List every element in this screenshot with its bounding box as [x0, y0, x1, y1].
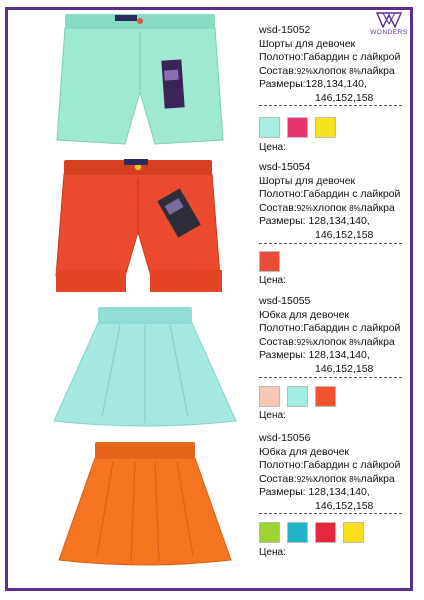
product-code: wsd-15055 [259, 295, 311, 307]
brand-name: WONDERS [370, 29, 408, 36]
product-info-3 [259, 295, 400, 376]
color-swatch[interactable] [259, 117, 280, 138]
product-sizes: Размеры: 128,134,140, [259, 486, 370, 498]
price-label: Цена: [259, 547, 286, 558]
product-sizes-cont: 146,152,158 [315, 91, 374, 104]
lycra-label: лайкра [360, 472, 395, 485]
product-title: Юбка для девочек [259, 445, 349, 458]
skirt-shape [54, 307, 236, 426]
cotton-label: хлопок [312, 64, 350, 77]
product-title: Шорты для девочек [259, 37, 356, 50]
cotton-percent: 92% [296, 337, 313, 347]
lycra-percent: 8% [349, 474, 361, 484]
lycra-label: лайкра [360, 201, 395, 214]
lycra-percent: 8% [349, 66, 361, 76]
cotton-percent: 92% [296, 203, 313, 213]
lycra-label: лайкра [360, 335, 395, 348]
composition-label: Состав: [259, 335, 297, 348]
separator [259, 377, 402, 378]
cotton-label: хлопок [312, 201, 350, 214]
product-fabric: Полотно:Габардин с лайкрой [259, 322, 401, 334]
product-sizes-cont: 146,152,158 [315, 499, 374, 512]
skirt-shape [59, 442, 231, 565]
color-swatch[interactable] [287, 522, 308, 543]
color-swatch[interactable] [259, 522, 280, 543]
cotton-label: хлопок [312, 335, 350, 348]
product-image-3 [50, 305, 240, 435]
color-swatches-1 [259, 117, 336, 138]
product-fabric: Полотно:Габардин с лайкрой [259, 188, 401, 200]
price-label: Цена: [259, 275, 286, 286]
color-swatches-4 [259, 522, 364, 543]
product-sizes: Размеры:128,134,140, [259, 78, 367, 90]
lycra-percent: 8% [349, 337, 361, 347]
product-code: wsd-15056 [259, 432, 311, 444]
product-fabric: Полотно:Габардин с лайкрой [259, 459, 401, 471]
lycra-percent: 8% [349, 203, 361, 213]
composition-label: Состав: [259, 472, 297, 485]
color-swatches-3 [259, 386, 336, 407]
product-info-2 [259, 161, 400, 242]
shorts-shape [57, 14, 223, 144]
product-image-1 [55, 12, 225, 157]
color-swatch[interactable] [315, 386, 336, 407]
product-code: wsd-15054 [259, 161, 311, 173]
product-title: Шорты для девочек [259, 174, 356, 187]
color-swatch[interactable] [259, 251, 280, 272]
product-sizes-cont: 146,152,158 [315, 362, 374, 375]
cotton-percent: 92% [296, 66, 313, 76]
composition-label: Состав: [259, 64, 297, 77]
color-swatch[interactable] [287, 386, 308, 407]
price-label: Цена: [259, 142, 286, 153]
product-composition [259, 336, 400, 350]
product-title: Юбка для девочек [259, 308, 349, 321]
price-label: Цена: [259, 410, 286, 421]
product-image-4 [55, 440, 235, 575]
product-composition [259, 65, 400, 79]
product-code: wsd-15052 [259, 24, 311, 36]
product-sizes: Размеры: 128,134,140, [259, 349, 370, 361]
color-swatch[interactable] [343, 522, 364, 543]
color-swatch[interactable] [259, 386, 280, 407]
price-tag [161, 59, 184, 108]
color-swatch[interactable] [315, 522, 336, 543]
separator [259, 105, 402, 106]
separator [259, 243, 402, 244]
cotton-percent: 92% [296, 474, 313, 484]
product-composition [259, 202, 400, 216]
product-image-2 [48, 158, 228, 308]
composition-label: Состав: [259, 201, 297, 214]
color-swatch[interactable] [287, 117, 308, 138]
product-sizes-cont: 146,152,158 [315, 228, 374, 241]
color-swatches-2 [259, 251, 280, 272]
product-info-4 [259, 432, 400, 513]
lycra-label: лайкра [360, 64, 395, 77]
color-swatch[interactable] [315, 117, 336, 138]
product-info-1 [259, 24, 400, 105]
product-fabric: Полотно:Габардин с лайкрой [259, 51, 401, 63]
product-sizes: Размеры: 128,134,140, [259, 215, 370, 227]
separator [259, 513, 402, 514]
cotton-label: хлопок [312, 472, 350, 485]
product-composition [259, 473, 400, 487]
